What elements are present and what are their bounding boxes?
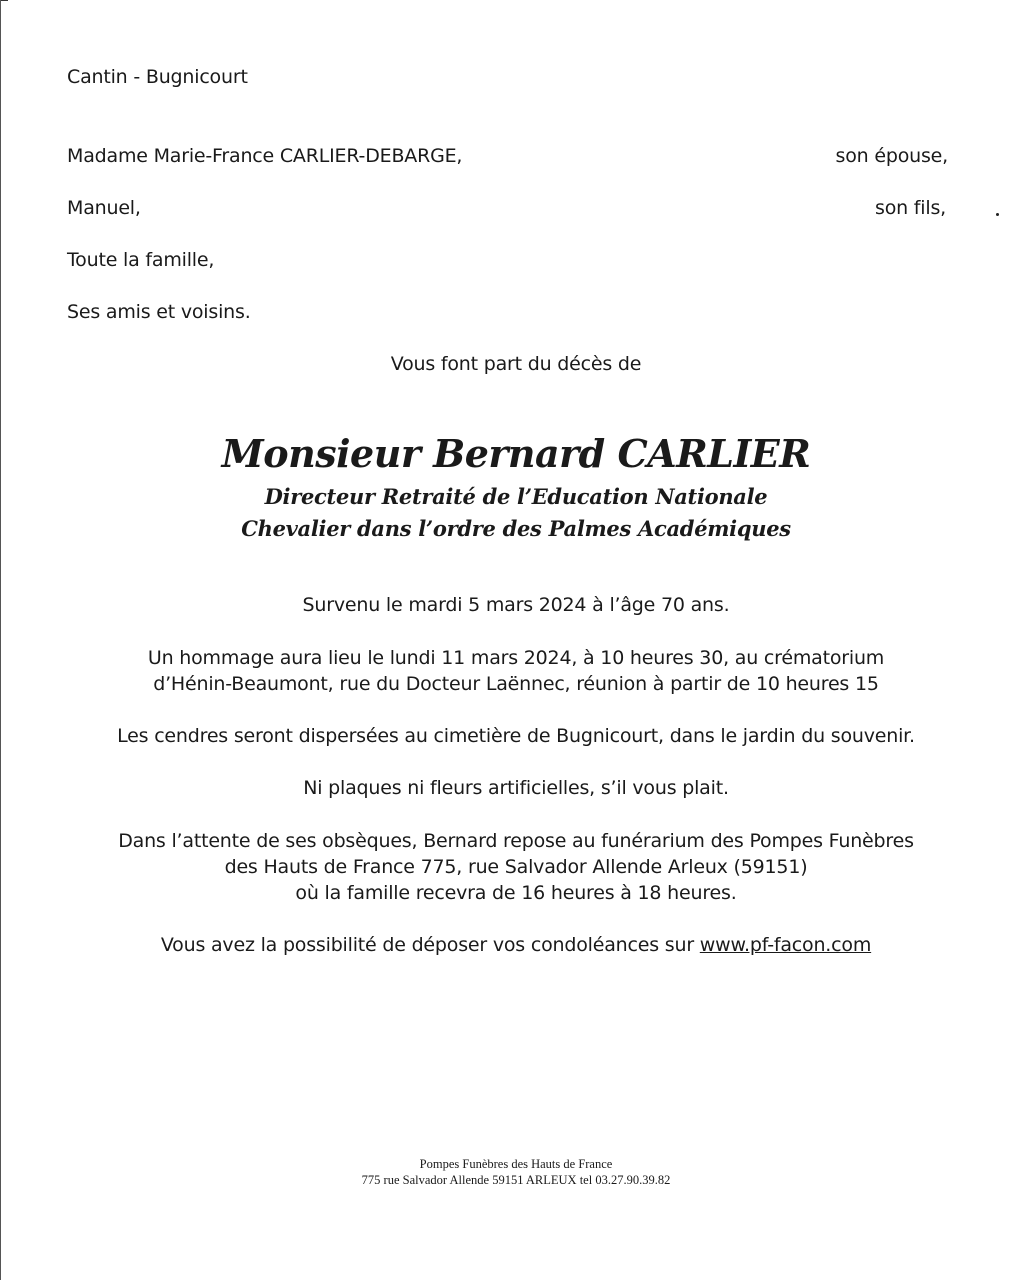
condoleances-line <box>0 934 1032 956</box>
family-name-all: Toute la famille, <box>67 249 215 271</box>
announce-text: Vous font part du décès de <box>390 353 642 375</box>
family-name-wife: Madame Marie-France CARLIER-DEBARGE, <box>67 145 463 167</box>
repose-line-2: des Hauts de France 775, rue Salvador Allende Arleux (59151) <box>224 856 808 878</box>
family-name-son: Manuel, <box>67 197 141 219</box>
repose-line-3: où la famille recevra de 16 heures à 18 heures. <box>295 882 737 904</box>
website-link[interactable]: www.pf-facon.com <box>699 934 872 956</box>
location: Cantin - Bugnicourt <box>67 66 248 88</box>
family-relation-wife: son épouse, <box>835 145 948 167</box>
footer-line-2: 775 rue Salvador Allende 59151 ARLEUX tel 03.27.90.39.82 <box>361 1173 671 1187</box>
fleurs-text: Ni plaques ni fleurs artificielles, s’il vous plait. <box>303 777 729 799</box>
deceased-title-1: Directeur Retraité de l’Education Nationale <box>264 484 768 509</box>
scan-speck <box>996 213 999 216</box>
family-name-friends: Ses amis et voisins. <box>67 301 251 323</box>
condoleances-text: Vous avez la possibilité de déposer vos condoléances sur <box>160 934 694 956</box>
cendres-text: Les cendres seront dispersées au cimetière de Bugnicourt, dans le jardin du souvenir. <box>117 725 915 747</box>
scan-edge <box>0 0 8 1</box>
deceased-name: Monsieur Bernard CARLIER <box>221 431 811 476</box>
hommage-line-1: Un hommage aura lieu le lundi 11 mars 2024, à 10 heures 30, au crématorium <box>147 647 885 669</box>
footer-line-1: Pompes Funèbres des Hauts de France <box>419 1157 613 1171</box>
hommage-line-2: d’Hénin-Beaumont, rue du Docteur Laënnec, réunion à partir de 10 heures 15 <box>153 673 879 695</box>
family-relation-son: son fils, <box>875 197 946 219</box>
deceased-title-2: Chevalier dans l’ordre des Palmes Académiques <box>241 516 791 541</box>
scan-edge <box>0 0 1 1280</box>
death-date: Survenu le mardi 5 mars 2024 à l’âge 70 ans. <box>302 594 730 616</box>
repose-line-1: Dans l’attente de ses obsèques, Bernard repose au funérarium des Pompes Funèbres <box>118 830 914 852</box>
